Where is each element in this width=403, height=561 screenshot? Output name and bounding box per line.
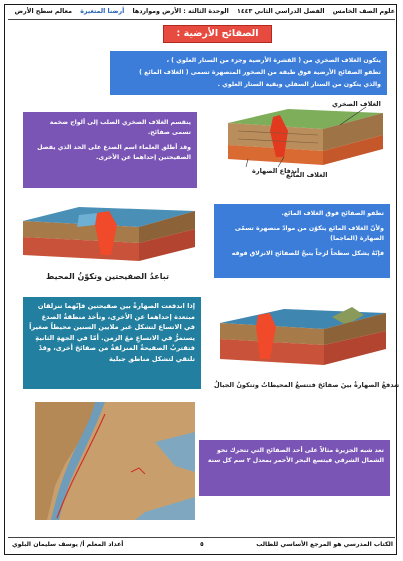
header-term: الفصل الدراسي الثاني ١٤٤٣ xyxy=(236,8,325,15)
header-divider xyxy=(8,19,395,20)
section-title: الصفائح الأرضية : xyxy=(163,25,272,43)
header-topic: معالم سطح الأرض xyxy=(14,8,72,15)
header-lesson: أرضنا المتغيرة xyxy=(80,8,125,15)
float-p1: تطفو الصفائح فوق الغلاف المائع. xyxy=(281,210,384,217)
float-p2: ولأنّ الغلاف المائع يتكوّن من موادّ منصهرة تسمّى الصهارة (الماجما) xyxy=(234,225,384,242)
intro-box xyxy=(110,51,387,95)
footer-page-number: ٥ xyxy=(200,541,204,548)
mountain-formation-image xyxy=(214,303,390,375)
label-fluid-layer: الغلاف المائع xyxy=(286,171,328,179)
plate-cross-section-image xyxy=(218,101,390,181)
arabia-example-box xyxy=(199,440,390,496)
float-p3: فإنّهُ يشكل سطحاً لزجاً يتيحُ للصفائح الانزلاق فوقه xyxy=(231,250,384,257)
intro-line-2: تطفو الصفائح الأرضية فوق طبقة من الصخور المنصهرة تسمى ( الغلاف المائع ) xyxy=(139,69,381,76)
spreading-explanation-box xyxy=(23,297,201,389)
label-magma: اندفاع الصهارة xyxy=(252,167,300,175)
header-subject: علوم الصف الخامس xyxy=(332,8,395,15)
division-p2: وقد أطلق العلماء اسم الصدع على الحد الذي يفصل الصفيحتين إحداهما عن الأخرى. xyxy=(37,144,191,161)
footer-author: أعداد المعلم أ/ يوسف سليمان البلوي xyxy=(12,541,124,548)
footer-divider xyxy=(8,537,395,538)
page-header xyxy=(8,5,395,18)
division-p1: ينقسم الغلاف الصخري الصلب إلى ألواح ضخمة تسمى صفائح. xyxy=(49,119,191,136)
footer-textbook-note: الكتاب المدرسي هو المرجع الأساسي للطالب xyxy=(256,541,393,548)
caption-mountain-formation: تندفعُ الصهارةُ بينَ صفائحَ فتتسعُ المحيطاتُ وتتكونُ الجبالُ xyxy=(214,381,400,389)
plates-float-box xyxy=(214,204,390,278)
intro-line-1: يتكون الغلاف الصخري من ( القشرة الأرضية وجزء من الستار العلوي ) ، xyxy=(166,57,381,64)
label-crust: الغلاف الصخري xyxy=(332,100,381,108)
spreading-text: إذا اندفعت الصهارةُ بين صفيحتين فإنّهما تنزلقان مبتعدة إحداهما عن الأخرى، وتأخذ منطقةُ الصدع في الاتساع لتشكل عبر ملايين السنين محيطاً صغيراً يستمرُّ في الاتساعِ معَ الزمن. أمّا في الجهةِ الثانيةِ فتقتربُ الصفيحةُ المنزلقةُ من صفائحَ أخرى، وقدْ تلتقي لتشكل مناطق جبلية xyxy=(29,302,195,363)
caption-ocean-spreading: تباعدُ الصفيحتين وتكوّنُ المحيط xyxy=(46,272,170,281)
arabian-peninsula-map xyxy=(35,402,195,520)
intro-line-3: والذي يتكون من الستار السفلي وبقية الستار العلوي . xyxy=(217,81,381,88)
plates-division-box xyxy=(23,112,197,188)
header-unit: الوحدة الثالثة : الأرض ومواردها xyxy=(132,8,229,15)
arabia-text: تعد شبه الجزيرة مثالاً على أحد الصفائح التي تتحرك نحو الشمال الشرقي فيتسع البحر الأحمر بمعدل ٢ سم كل سنة xyxy=(207,447,384,464)
ocean-spreading-image xyxy=(19,203,197,267)
